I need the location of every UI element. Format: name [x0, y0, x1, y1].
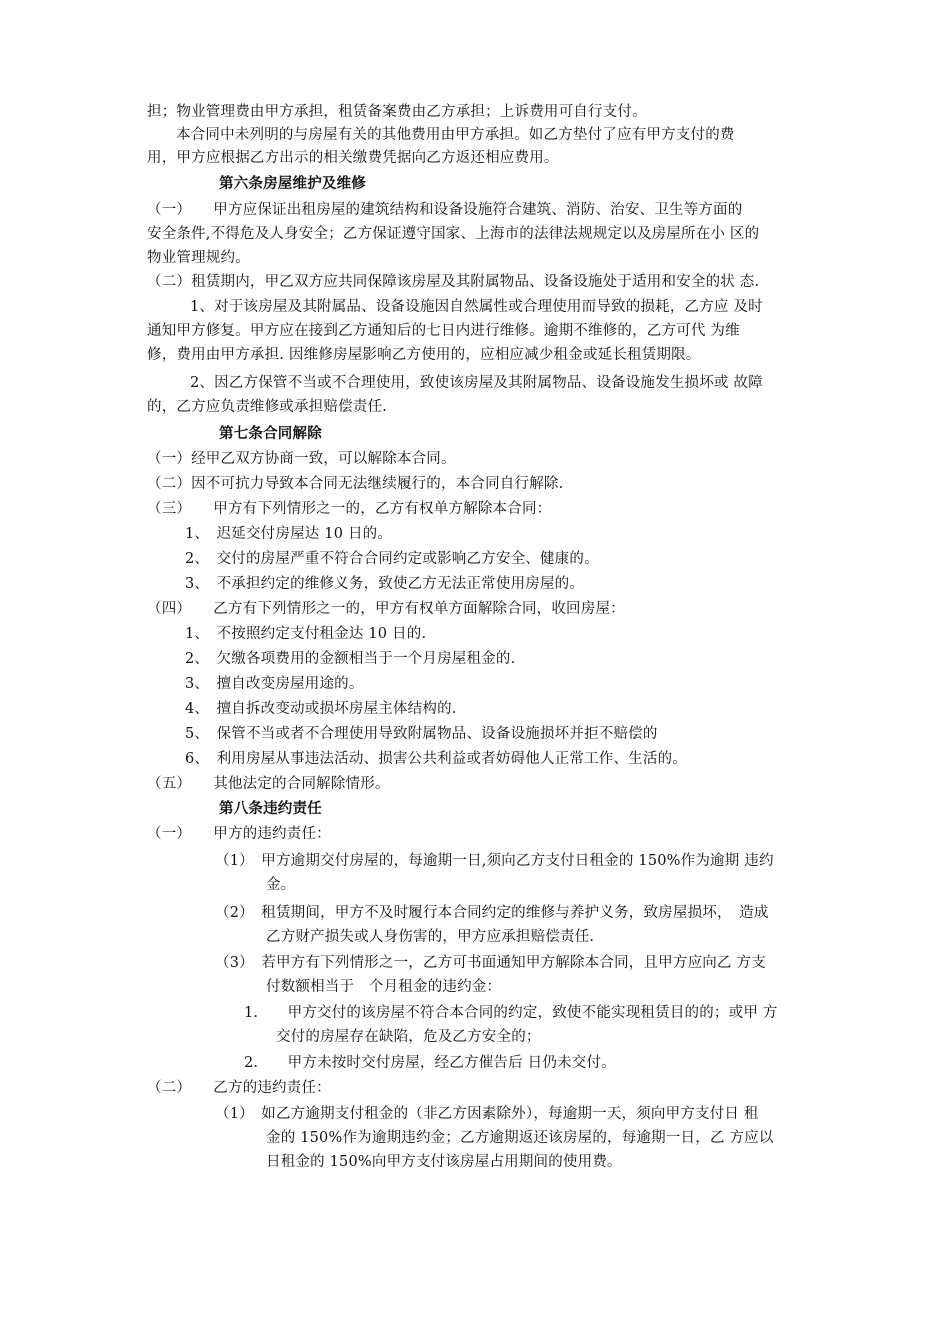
- list-item: 2. 甲方未按时交付房屋，经乙方催告后 日仍未交付。: [244, 1055, 616, 1071]
- clause-line: 物业管理规约。: [147, 250, 250, 266]
- list-item: 1、 不按照约定支付租金达 10 日的.: [185, 626, 427, 642]
- clause-line: （一） 甲方应保证出租房屋的建筑结构和设备设施符合建筑、消防、治安、卫生等方面的: [147, 202, 743, 218]
- list-item: 交付的房屋存在缺陷，危及乙方安全的；: [276, 1029, 541, 1045]
- list-item: 4、 擅自拆改变动或损坏房屋主体结构的.: [185, 701, 457, 717]
- clause-line: 修，费用由甲方承担. 因维修房屋影响乙方使用的，应相应减少租金或延长租赁期限。: [147, 347, 701, 363]
- sub-clause-line: 付数额相当于 个月租金的违约金：: [266, 979, 502, 995]
- list-item: 1、 迟延交付房屋达 10 日的。: [185, 526, 393, 542]
- sub-clause-line: 乙方财产损失或人身伤害的，甲方应承担赔偿责任.: [266, 929, 595, 945]
- clause-line: 1、对于该房屋及其附属品、设备设施因自然属性或合理使用而导致的损耗，乙方应 及时: [190, 299, 763, 315]
- clause-line: （二）租赁期内，甲乙双方应共同保障该房屋及其附属物品、设备设施处于适用和安全的状 态.: [147, 274, 760, 290]
- clause-line: （一）经甲乙双方协商一致，可以解除本合同。: [147, 451, 456, 467]
- sub-clause-line: 金的 150%作为逾期违约金；乙方逾期返还该房屋的，每逾期一日，乙 方应以: [266, 1130, 774, 1146]
- list-item: 3、 不承担约定的维修义务，致使乙方无法正常使用房屋的。: [185, 576, 585, 592]
- list-item: 6、 利用房屋从事违法活动、损害公共利益或者妨碍他人正常工作、生活的。: [185, 751, 687, 767]
- sub-clause-line: 日租金的 150%向甲方支付该房屋占用期间的使用费。: [266, 1154, 622, 1170]
- section-heading-8: 第八条违约责任: [219, 800, 322, 817]
- sub-clause-line: （1） 甲方逾期交付房屋的，每逾期一日,须向乙方支付日租金的 150%作为逾期 违约: [215, 853, 774, 869]
- sub-clause-line: （2） 租赁期间，甲方不及时履行本合同约定的维修与养护义务，致房屋损坏， 造成: [215, 905, 769, 921]
- clause-line: （二）因不可抗力导致本合同无法继续履行的，本合同自行解除.: [147, 476, 564, 492]
- clause-line: 的，乙方应负责维修或承担赔偿责任.: [147, 399, 388, 415]
- clause-line: （二） 乙方的违约责任：: [147, 1080, 331, 1096]
- clause-line: （三） 甲方有下列情形之一的，乙方有权单方解除本合同：: [147, 501, 552, 517]
- sub-clause-line: 金。: [266, 877, 296, 893]
- sub-clause-line: （1） 如乙方逾期支付租金的（非乙方因素除外），每逾期一天，须向甲方支付日 租: [215, 1106, 759, 1122]
- list-item: 2、 欠缴各项费用的金额相当于一个月房屋租金的.: [185, 651, 516, 667]
- clause-line: （四） 乙方有下列情形之一的，甲方有权单方面解除合同，收回房屋：: [147, 601, 625, 617]
- sub-clause-line: （3） 若甲方有下列情形之一，乙方可书面通知甲方解除本合同，且甲方应向乙 方支: [215, 955, 766, 971]
- clause-line: 通知甲方修复。甲方应在接到乙方通知后的七日内进行维修。逾期不维修的，乙方可代 为维: [147, 323, 740, 339]
- clause-line: 2、因乙方保管不当或不合理使用，致使该房屋及其附属物品、设备设施发生损坏或 故障: [190, 375, 763, 391]
- paragraph-line: 本合同中未列明的与房屋有关的其他费用由甲方承担。如乙方垫付了应有甲方支付的费: [176, 127, 735, 143]
- list-item: 3、 擅自改变房屋用途的。: [185, 676, 364, 692]
- section-heading-7: 第七条合同解除: [219, 425, 322, 442]
- clause-line: 安全条件,不得危及人身安全；乙方保证遵守国家、上海市的法律法规规定以及房屋所在小 区的: [147, 226, 760, 242]
- paragraph-line: 用，甲方应根据乙方出示的相关缴费凭据向乙方返还相应费用。: [147, 150, 559, 166]
- list-item: 5、 保管不当或者不合理使用导致附属物品、设备设施损坏并拒不赔偿的: [185, 726, 658, 742]
- clause-line: （一） 甲方的违约责任：: [147, 826, 331, 842]
- paragraph-line: 担；物业管理费由甲方承担，租赁备案费由乙方承担；上诉费用可自行支付。: [147, 104, 647, 120]
- list-item: 2、 交付的房屋严重不符合合同约定或影响乙方安全、健康的。: [185, 551, 599, 567]
- section-heading-6: 第六条房屋维护及维修: [219, 175, 366, 192]
- clause-line: （五） 其他法定的合同解除情形。: [147, 776, 390, 792]
- list-item: 1. 甲方交付的该房屋不符合本合同的约定，致使不能实现租赁目的的；或甲 方: [244, 1005, 778, 1021]
